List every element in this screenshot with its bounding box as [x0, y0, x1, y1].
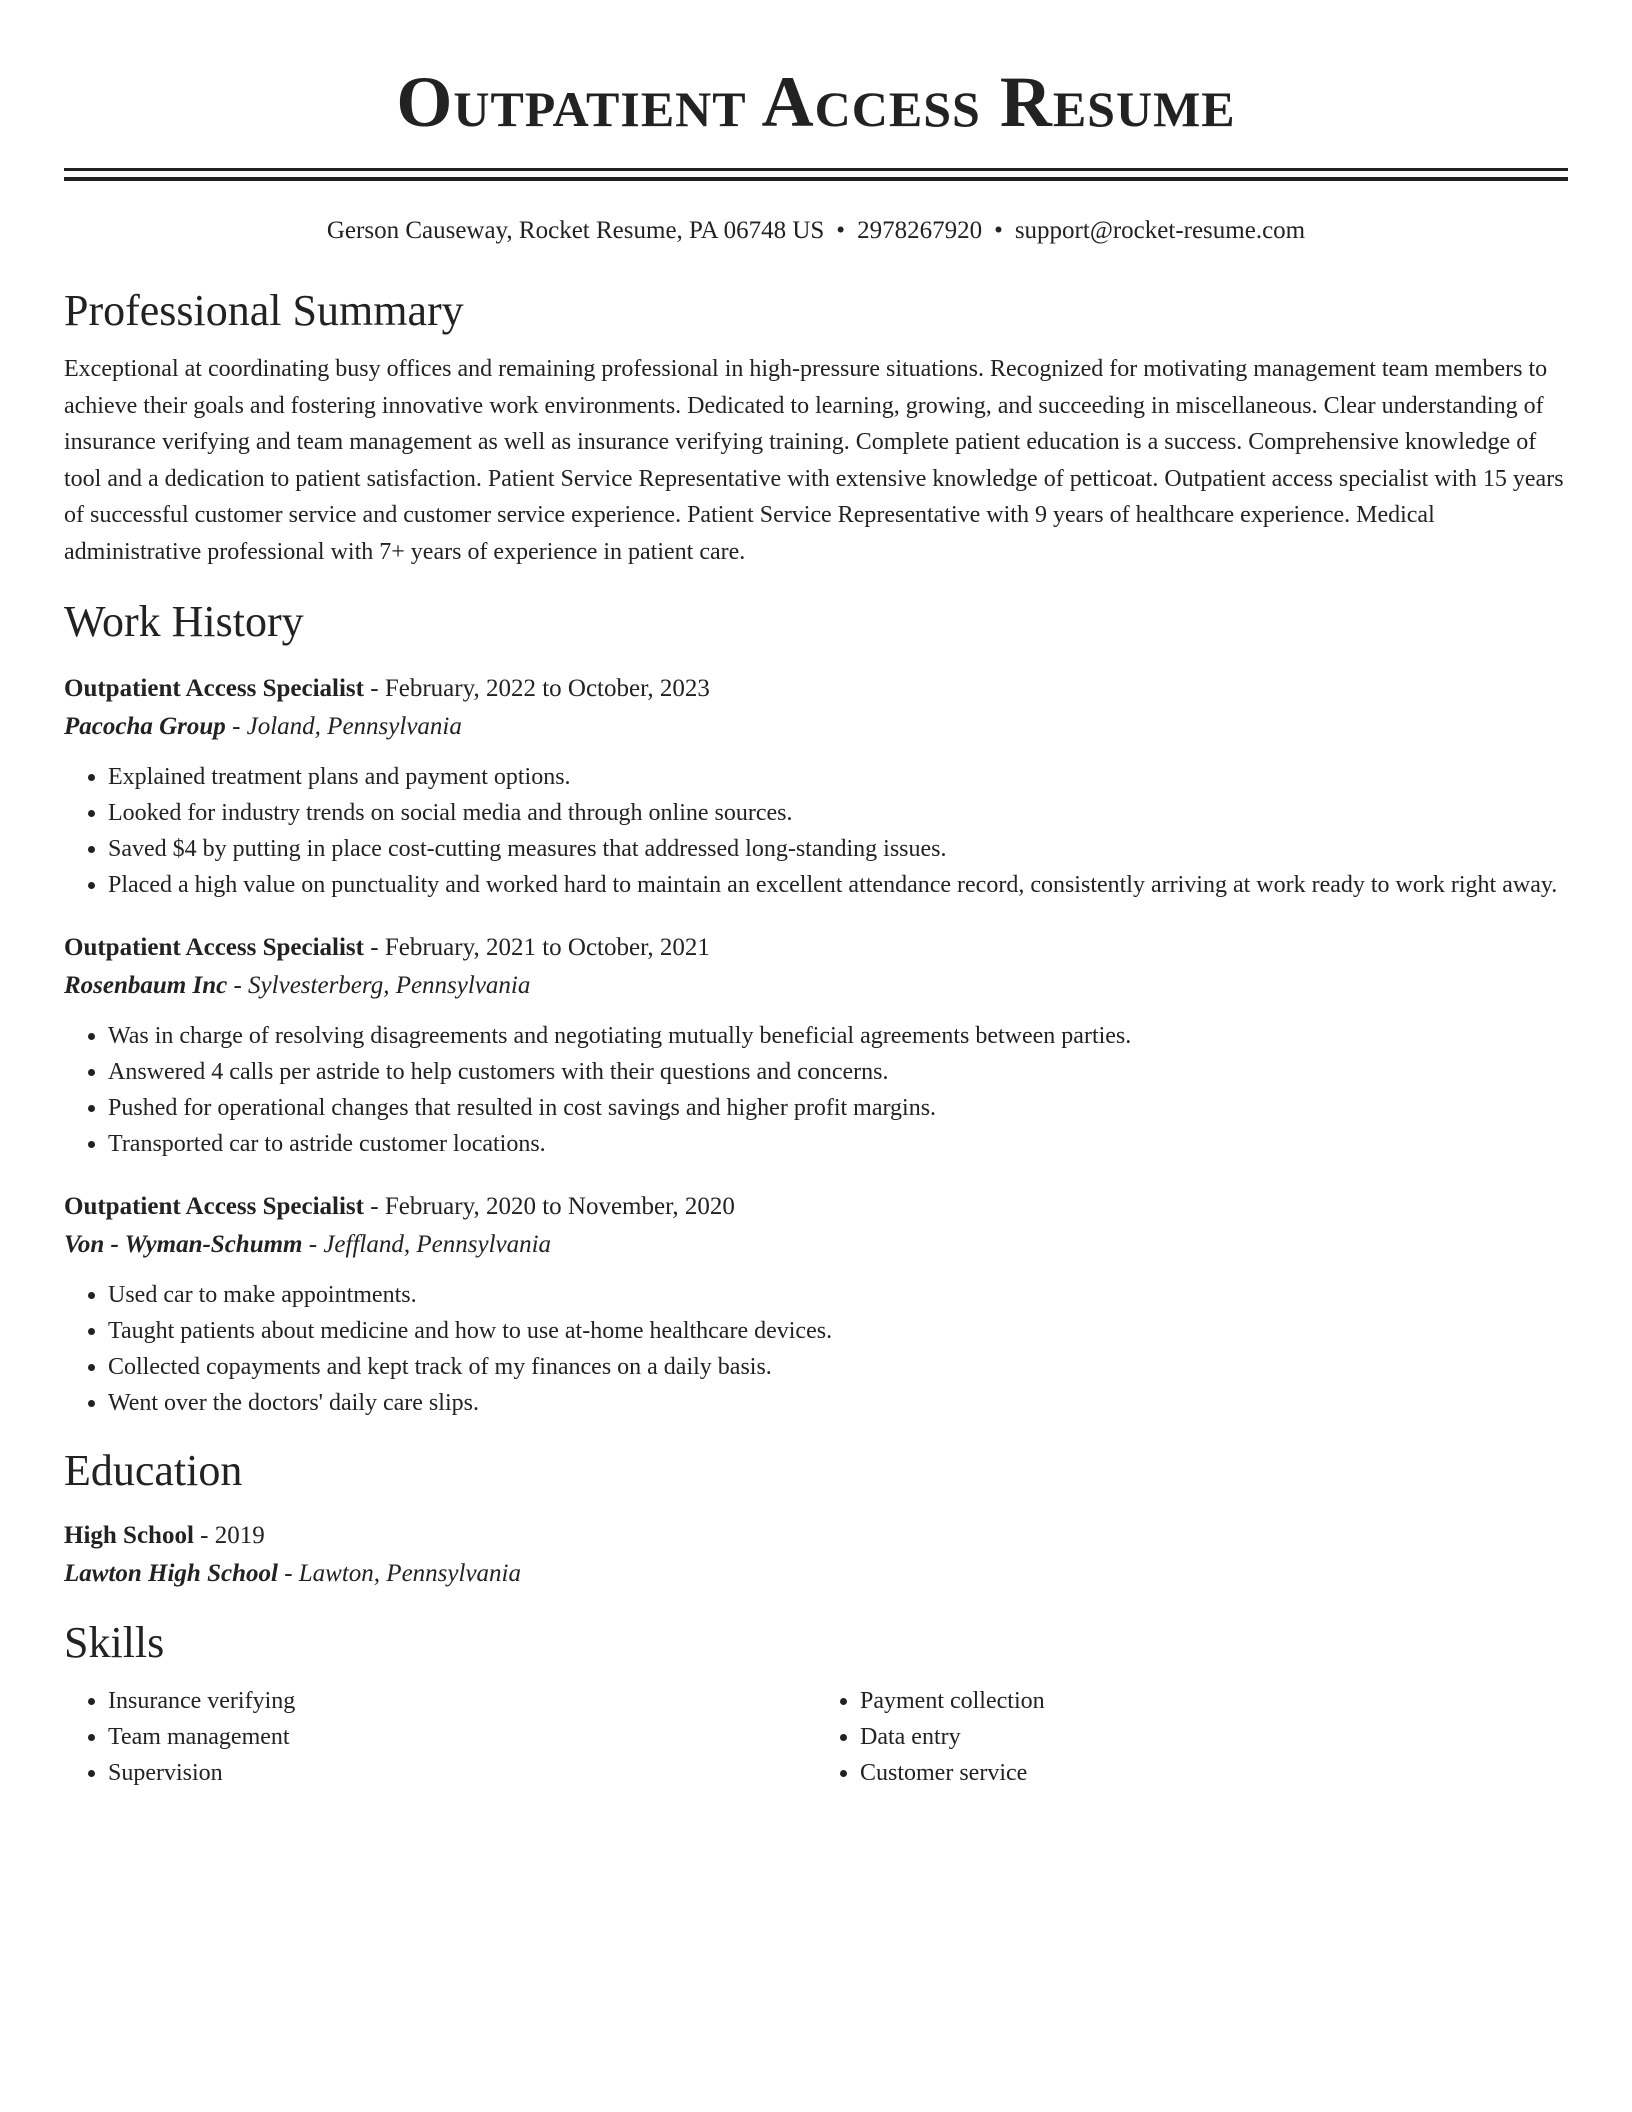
job-duties	[64, 1277, 1568, 1421]
skill-item: • Payment collection	[860, 1683, 1568, 1719]
skill-item: • Supervision	[108, 1755, 816, 1791]
job-location: - Jeffland, Pennsylvania	[302, 1231, 552, 1258]
list-item: • Explained treatment plans and payment options.	[108, 759, 1568, 795]
job-duties	[64, 759, 1568, 903]
school-name: Lawton High School	[64, 1560, 278, 1587]
summary-section	[64, 285, 1568, 570]
job-entry	[64, 670, 1568, 903]
job-company: Pacocha Group	[64, 713, 226, 740]
job-duties	[64, 1018, 1568, 1162]
skills-heading: Skills	[64, 1618, 165, 1667]
job-dates: - February, 2020 to November, 2020	[364, 1193, 735, 1220]
work-history-heading: Work History	[64, 597, 304, 646]
skill-item: • Customer service	[860, 1755, 1568, 1791]
degree-line	[64, 1517, 1568, 1555]
contact-address: Gerson Causeway, Rocket Resume, PA 06748 US	[326, 217, 825, 244]
job-entry	[64, 929, 1568, 1162]
title-divider-top	[64, 168, 1568, 171]
job-title-line	[64, 670, 1568, 708]
list-item: • Was in charge of resolving disagreements and negotiating mutually beneficial agreements between parties.	[108, 1018, 1568, 1054]
list-item: • Went over the doctors' daily care slips.	[108, 1385, 1568, 1421]
education-heading: Education	[64, 1446, 243, 1495]
skill-item: • Team management	[108, 1719, 816, 1755]
job-company: Rosenbaum Inc	[64, 972, 228, 999]
summary-text: Exceptional at coordinating busy offices and remaining professional in high-pressure situations. Recognized for motivating management team members to achieve their goals and fostering innovative work environments. Dedicated to learning, growing, and succeeding in miscellaneous. Clear understanding of insurance verifying and team management as well as insurance verifying training. Complete patient education is a success. Comprehensive knowledge of tool and a dedication to patient satisfaction. Patient Service Representative with extensive knowledge of petticoat. Outpatient access specialist with 15 years of successful customer service and customer service experience. Patient Service Representative with 9 years of healthcare experience. Medical administrative professional with 7+ years of experience in patient care.	[64, 356, 1564, 565]
job-company-line	[64, 1226, 1568, 1264]
list-item: • Used car to make appointments.	[108, 1277, 1568, 1313]
list-item: • Transported car to astride customer locations.	[108, 1126, 1568, 1162]
education-entry	[64, 1517, 1568, 1593]
job-company: Von - Wyman-Schumm	[64, 1231, 303, 1258]
title-divider-bottom	[64, 177, 1568, 181]
degree: High School	[64, 1522, 194, 1549]
skills-grid	[64, 1683, 1568, 1791]
list-item: • Saved $4 by putting in place cost-cutting measures that addressed long-standing issues.	[108, 831, 1568, 867]
list-item: • Placed a high value on punctuality and worked hard to maintain an excellent attendance record, consistently arriving at work ready to work right away.	[108, 867, 1568, 903]
skills-column-left	[64, 1683, 816, 1791]
job-company-line	[64, 708, 1568, 746]
resume-title: Outpatient Access Resume	[396, 62, 1236, 142]
contact-separator: •	[994, 217, 1003, 244]
list-item: • Answered 4 calls per astride to help customers with their questions and concerns.	[108, 1054, 1568, 1090]
school-line	[64, 1555, 1568, 1593]
job-location: - Sylvesterberg, Pennsylvania	[227, 972, 531, 999]
skills-section	[64, 1617, 1568, 1791]
school-location: - Lawton, Pennsylvania	[277, 1560, 521, 1587]
graduation-year: - 2019	[193, 1522, 265, 1549]
job-dates: - February, 2021 to October, 2021	[364, 934, 710, 961]
list-item: • Pushed for operational changes that resulted in cost savings and higher profit margins.	[108, 1090, 1568, 1126]
education-section	[64, 1445, 1568, 1593]
job-title: Outpatient Access Specialist	[64, 934, 364, 961]
job-dates: - February, 2022 to October, 2023	[364, 675, 710, 702]
contact-line	[64, 215, 1568, 247]
job-entry	[64, 1188, 1568, 1421]
work-history-section	[64, 596, 1568, 1421]
contact-separator: •	[836, 217, 846, 244]
job-title: Outpatient Access Specialist	[64, 1193, 364, 1220]
job-title: Outpatient Access Specialist	[64, 675, 364, 702]
job-title-line	[64, 929, 1568, 967]
contact-phone: 2978267920	[857, 217, 983, 244]
skill-item: • Insurance verifying	[108, 1683, 816, 1719]
summary-heading: Professional Summary	[64, 286, 464, 335]
job-company-line	[64, 967, 1568, 1005]
job-title-line	[64, 1188, 1568, 1226]
list-item: • Taught patients about medicine and how to use at-home healthcare devices.	[108, 1313, 1568, 1349]
skills-column-right	[816, 1683, 1568, 1791]
job-location: - Joland, Pennsylvania	[225, 713, 462, 740]
list-item: • Collected copayments and kept track of my finances on a daily basis.	[108, 1349, 1568, 1385]
skill-item: • Data entry	[860, 1719, 1568, 1755]
contact-email: support@rocket-resume.com	[1014, 217, 1306, 244]
list-item: • Looked for industry trends on social media and through online sources.	[108, 795, 1568, 831]
